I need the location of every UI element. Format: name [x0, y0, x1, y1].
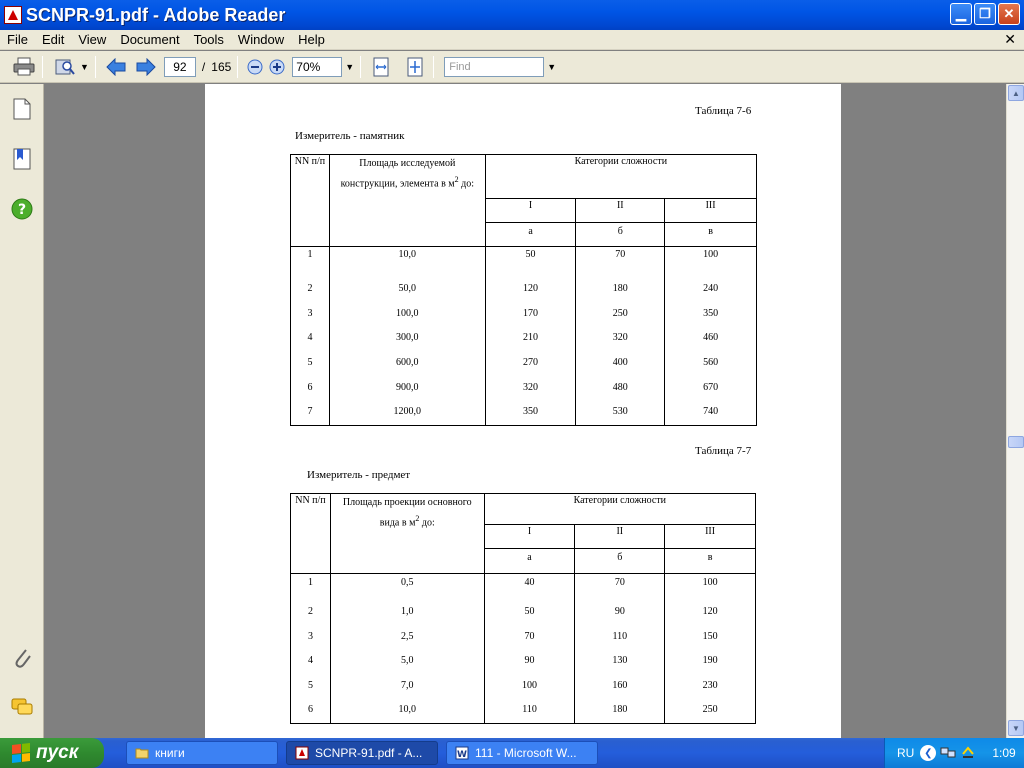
table2-row [291, 674, 756, 698]
table1-category-ii: II [576, 199, 665, 223]
table1-cell: 7 [291, 400, 330, 426]
scroll-down-arrow-icon[interactable]: ▼ [1008, 720, 1024, 736]
table1-row [291, 376, 757, 400]
scroll-thumb[interactable] [1008, 436, 1024, 448]
table1-subtitle: Измеритель - памятник [295, 130, 405, 142]
table1-cell: 100 [665, 247, 757, 277]
windows-logo-icon [12, 743, 30, 763]
table1-cell: 4 [291, 326, 330, 351]
find-input[interactable]: Find [444, 57, 544, 77]
table2-category-ii: II [575, 525, 665, 549]
vertical-scrollbar[interactable] [1006, 84, 1024, 738]
table1-cell: 560 [665, 351, 757, 376]
table2-cell: 3 [291, 625, 331, 649]
table2-subtitle: Измеритель - предмет [307, 469, 411, 481]
table2-cell: 250 [665, 698, 756, 724]
table2-row [291, 574, 756, 600]
search-dropdown-chevron-icon[interactable]: ▼ [80, 61, 89, 72]
menu-window[interactable]: Window [237, 32, 285, 47]
table2-category-i: I [484, 525, 575, 549]
table1-cell: 100,0 [329, 302, 485, 326]
table1-letter-b: б [576, 223, 665, 247]
table1-cell: 6 [291, 376, 330, 400]
table2-cell: 1,0 [330, 600, 484, 625]
table2-row [291, 625, 756, 649]
table2-cell: 160 [575, 674, 665, 698]
table1-cell: 320 [485, 376, 576, 400]
table1-area-header: Площадь исследуемой конструкции, элемента в $м^2$ до: [329, 155, 485, 247]
table2-cell: 110 [575, 625, 665, 649]
task-microsoft-word[interactable]: W 111 - Microsoft W... [446, 741, 598, 765]
table1-cell: 210 [485, 326, 576, 351]
table1-cell: 740 [665, 400, 757, 426]
table2-cell: 100 [665, 574, 756, 600]
title-bar[interactable] [0, 0, 1024, 30]
task-folder-books[interactable]: книги [126, 741, 278, 765]
table1-cell: 350 [485, 400, 576, 426]
svg-text:?: ? [17, 202, 27, 218]
table1-cell: 530 [576, 400, 665, 426]
next-page-icon[interactable] [134, 56, 158, 78]
maximize-button[interactable]: ❐ [974, 3, 996, 25]
table2-cell: 7,0 [330, 674, 484, 698]
table2-cell: 5 [291, 674, 331, 698]
zoom-level-input[interactable]: 70% [292, 57, 342, 77]
zoom-in-icon[interactable] [268, 56, 286, 78]
table1-cell: 120 [485, 277, 576, 302]
table2-cell: 120 [665, 600, 756, 625]
word-document-icon [455, 746, 469, 760]
previous-page-icon[interactable] [104, 56, 128, 78]
table1-categories-header: Категории сложности [485, 155, 756, 199]
document-viewport[interactable] [45, 84, 1006, 738]
page-separator: / [201, 59, 206, 74]
table1-cell: 900,0 [329, 376, 485, 400]
folder-icon [135, 746, 149, 760]
menu-help[interactable]: Help [298, 32, 325, 47]
table1-category-i: I [485, 199, 576, 223]
table1-caption: Таблица 7-6 [695, 105, 752, 117]
table1-cell: 400 [576, 351, 665, 376]
fit-page-icon[interactable] [403, 56, 427, 78]
clock: 1:09 [992, 746, 1016, 760]
table1-cell: 3 [291, 302, 330, 326]
find-dropdown-chevron-icon[interactable]: ▼ [547, 61, 557, 72]
table2-cell: 50 [484, 600, 575, 625]
table2-cell: 70 [575, 574, 665, 600]
table2-categories-header: Категории сложности [484, 494, 755, 525]
task-adobe-reader[interactable]: SCNPR-91.pdf - A... [286, 741, 438, 765]
table2-cell: 150 [665, 625, 756, 649]
help-icon[interactable] [11, 198, 33, 220]
close-button[interactable]: ✕ [998, 3, 1020, 25]
sync-icon[interactable] [960, 744, 976, 763]
table2-row [291, 600, 756, 625]
table2-cell: 130 [575, 649, 665, 674]
table1-nn-header: NN п/п [291, 155, 330, 247]
toolbar [0, 51, 1024, 83]
attachments-icon[interactable] [11, 646, 33, 668]
table1-cell: 600,0 [329, 351, 485, 376]
table1-cell: 250 [576, 302, 665, 326]
table1-letter-a: а [485, 223, 576, 247]
search-document-icon[interactable] [53, 56, 77, 78]
table1-row [291, 326, 757, 351]
svg-text:W: W [457, 750, 467, 760]
document-close-icon[interactable]: ✕ [1004, 31, 1016, 47]
navigation-panel [0, 84, 44, 738]
table2-area-header: Площадь проекции основного вида в $м^2$ до: [330, 494, 484, 574]
table1-letter-v: в [665, 223, 757, 247]
table2-cell: 1 [291, 574, 331, 600]
table2-nn-header: NN п/п [291, 494, 331, 574]
table2-letter-v: в [665, 549, 756, 574]
page-number-input[interactable]: 92 [164, 57, 196, 77]
table2-cell: 230 [665, 674, 756, 698]
menu-view[interactable]: View [78, 32, 107, 47]
table1-row [291, 351, 757, 376]
table1-cell: 50 [485, 247, 576, 277]
table1-cell: 240 [665, 277, 757, 302]
table2-cell: 0,5 [330, 574, 484, 600]
table2-cell: 100 [484, 674, 575, 698]
menu-file[interactable]: File [7, 32, 28, 47]
table2-letter-b: б [575, 549, 665, 574]
table1-cell: 300,0 [329, 326, 485, 351]
pages-icon[interactable] [11, 98, 33, 120]
table1 [290, 154, 757, 426]
table2-cell: 4 [291, 649, 331, 674]
table2-cell: 190 [665, 649, 756, 674]
menu-bar [0, 30, 1024, 50]
table1-cell: 460 [665, 326, 757, 351]
menu-document[interactable]: Document [120, 32, 180, 47]
table1-cell: 170 [485, 302, 576, 326]
table1-cell: 320 [576, 326, 665, 351]
table1-cell: 2 [291, 277, 330, 302]
table2-cell: 70 [484, 625, 575, 649]
table2-cell: 2 [291, 600, 331, 625]
table2-cell: 10,0 [330, 698, 484, 724]
page-total: 165 [211, 59, 232, 74]
table2-row [291, 698, 756, 724]
table2-cell: 90 [484, 649, 575, 674]
table1-cell: 5 [291, 351, 330, 376]
table1-row [291, 302, 757, 326]
table2-cell: 110 [484, 698, 575, 724]
pdf-file-icon [295, 746, 309, 760]
table1-row [291, 277, 757, 302]
tray-expand-icon[interactable]: ❮ [920, 745, 936, 761]
zoom-out-icon[interactable] [246, 56, 264, 78]
pdf-page [205, 84, 841, 738]
table1-row [291, 400, 757, 426]
table2-category-iii: III [665, 525, 756, 549]
network-icon[interactable] [940, 744, 956, 763]
table1-row [291, 247, 757, 277]
table1-cell: 10,0 [329, 247, 485, 277]
start-label: пуск [36, 742, 79, 763]
language-indicator[interactable]: RU [897, 746, 915, 760]
table2-cell: 90 [575, 600, 665, 625]
table2-cell: 5,0 [330, 649, 484, 674]
taskbar [0, 738, 1024, 768]
fit-width-icon[interactable] [369, 56, 393, 78]
table2-cell: 6 [291, 698, 331, 724]
table2 [290, 493, 756, 724]
table2-cell: 40 [484, 574, 575, 600]
zoom-dropdown-chevron-icon[interactable]: ▼ [345, 61, 355, 72]
comments-icon[interactable] [11, 696, 33, 718]
table1-cell: 1200,0 [329, 400, 485, 426]
table1-cell: 670 [665, 376, 757, 400]
table1-cell: 350 [665, 302, 757, 326]
print-icon[interactable] [12, 56, 36, 78]
menu-tools[interactable]: Tools [193, 32, 224, 47]
start-button[interactable] [0, 738, 104, 768]
table1-cell: 270 [485, 351, 576, 376]
minimize-button[interactable]: ▁ [950, 3, 972, 25]
table1-cell: 1 [291, 247, 330, 277]
table1-cell: 70 [576, 247, 665, 277]
table2-cell: 2,5 [330, 625, 484, 649]
table2-row [291, 649, 756, 674]
bookmarks-icon[interactable] [11, 148, 33, 170]
menu-edit[interactable]: Edit [41, 32, 65, 47]
table1-category-iii: III [665, 199, 757, 223]
window-title: SCNPR-91.pdf - Adobe Reader [26, 4, 286, 25]
table2-caption: Таблица 7-7 [695, 445, 752, 457]
table2-letter-a: а [484, 549, 575, 574]
table1-cell: 480 [576, 376, 665, 400]
system-tray [884, 738, 1024, 768]
scroll-up-arrow-icon[interactable]: ▲ [1008, 85, 1024, 101]
pdf-app-icon [4, 6, 22, 24]
table2-cell: 180 [575, 698, 665, 724]
table1-cell: 180 [576, 277, 665, 302]
table1-cell: 50,0 [329, 277, 485, 302]
